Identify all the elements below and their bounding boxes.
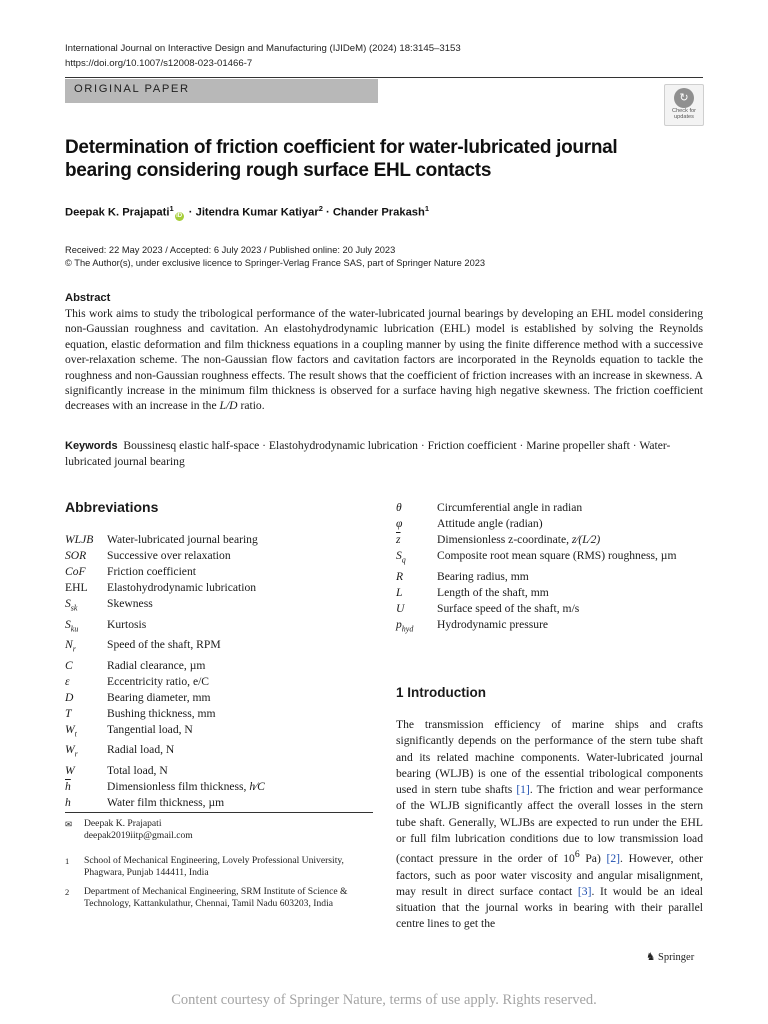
description-text: Total load, N (107, 763, 168, 777)
symbol-subscript: sk (70, 603, 78, 613)
received-accepted-line: Received: 22 May 2023 / Accepted: 6 July 2023 / Published online: 20 July 2023 (65, 245, 396, 255)
abstract-text: This work aims to study the tribological performance of the water-lubricated journal bearings by developing an EHL model considering non-Gaussian roughness and cavitation. An elastohydrodynamic lubrication (EHL) model is established by solving the Reynolds equation, elastic deformation and film thickness equations in a coupling manner by using the finite difference method with a successive over-relaxation scheme. The non-Gaussian flow factors and cavitation factors are incorporated in the Reynolds equation to tackle the roughness and non-Gaussian roughness effects. The result shows that the coefficient of friction increases with an increase in skewness. A significantly increase in the minimum film thickness is observed for a surface having high negative skewness. The friction coefficient decreases with an increase in the (65, 307, 703, 413)
corresponding-author-name: Deepak K. Prajapati (84, 818, 162, 829)
corresponding-author-email[interactable]: deepak2019iitp@gmail.com (84, 830, 193, 842)
abbreviation-description (107, 706, 265, 722)
abbreviation-row (396, 548, 677, 568)
abbreviation-description (107, 763, 265, 779)
description-text: Speed of the shaft, RPM (107, 638, 221, 652)
abbreviations-left-table (65, 532, 265, 811)
description-text: Tangential load, N (107, 722, 193, 736)
citation-link[interactable]: [2] (606, 852, 621, 866)
abbreviation-description (107, 795, 265, 811)
symbol-main: p (396, 617, 402, 631)
abbreviation-symbol (65, 779, 107, 795)
symbol-main: S (396, 549, 402, 563)
description-text: Skewness (107, 597, 153, 611)
abstract-ratio: L/D (219, 399, 238, 413)
description-math: z⁄(L⁄2) (571, 533, 601, 547)
symbol-main: S (65, 617, 71, 631)
envelope-icon: ✉ (65, 819, 73, 829)
abbreviation-row (396, 569, 677, 585)
symbol-main: W (65, 743, 75, 757)
abbreviation-description (107, 674, 265, 690)
abbreviation-row (396, 516, 677, 532)
author-affiliation-mark: 1 (424, 204, 430, 213)
symbol-main: U (396, 601, 405, 615)
footnote-divider (65, 812, 373, 813)
symbol-subscript: r (74, 749, 78, 759)
courtesy-notice: Content courtesy of Springer Nature, terms of use apply. Rights reserved. (171, 992, 597, 1008)
description-text: Surface speed of the shaft, m/s (437, 601, 580, 615)
abbreviation-description (107, 596, 265, 616)
abbreviation-row (65, 674, 265, 690)
abbreviation-symbol (65, 795, 107, 811)
description-math: h⁄C (249, 779, 265, 793)
affiliation-1 (65, 855, 373, 881)
abbreviation-row (396, 601, 677, 617)
abbreviation-description (107, 580, 265, 596)
header-divider (65, 77, 703, 78)
symbol-main: SOR (65, 549, 87, 563)
symbol-main: $\overline{h}$ (65, 779, 71, 793)
abstract-heading: Abstract (65, 292, 111, 304)
description-text: Kurtosis (107, 617, 147, 631)
abbreviation-symbol (396, 601, 437, 617)
description-text: Eccentricity ratio, e/C (107, 674, 210, 688)
abbreviation-description (437, 532, 677, 548)
symbol-subscript: r (72, 644, 76, 654)
symbol-main: EHL (65, 581, 88, 595)
intro-text: . However, other factors, such as poor water viscosity and angular misalignment, may result in direct surface contact (396, 852, 703, 898)
abbreviation-symbol (396, 500, 437, 516)
intro-text: . The friction and wear performance of the WLJB significantly affect the overall losses in the stern tube shaft. Generally, WLJBs are expected to run under the EHL or full film lubrication conditions due to low transmission load (contact pressure in the order of 10 (396, 783, 704, 866)
description-text: Elastohydrodynamic lubrication (107, 581, 257, 595)
description-text: Hydrodynamic pressure (437, 617, 549, 631)
description-text: Radial clearance, µm (107, 658, 206, 672)
description-text: Dimensionless film thickness, (107, 779, 250, 793)
intro-text: Pa) (579, 852, 607, 866)
author-name[interactable]: Deepak K. Prajapati (65, 206, 170, 219)
symbol-main: D (65, 690, 74, 704)
affiliation-2-mark: 2 (65, 887, 70, 897)
abstract-body (65, 306, 703, 414)
symbol-subscript: ku (70, 624, 79, 634)
author-affiliation-mark: 2 (318, 204, 323, 213)
abbreviation-description (437, 548, 677, 568)
abbreviation-symbol (65, 548, 107, 564)
abbreviation-symbol (65, 763, 107, 779)
abbreviation-symbol (65, 706, 107, 722)
abbreviation-description (107, 690, 265, 706)
abbreviation-symbol (65, 596, 107, 616)
symbol-main: N (65, 638, 73, 652)
description-text: Water-lubricated journal bearing (107, 533, 258, 546)
abbreviation-description (437, 617, 677, 637)
abbreviation-row (65, 722, 265, 742)
abbreviations-left (65, 532, 265, 811)
abbreviation-row (396, 617, 677, 637)
abbreviation-description (437, 516, 677, 532)
abbreviations-right-table (396, 500, 677, 637)
journal-citation: International Journal on Interactive Design and Manufacturing (IJIDeM) (2024) 18:3145–3153 (65, 43, 461, 54)
abbreviation-symbol (396, 548, 437, 568)
symbol-main: $\overline{z}$ (396, 533, 401, 547)
abbreviation-symbol (396, 532, 437, 548)
description-text: Composite root mean square (RMS) roughness, µm (437, 549, 677, 563)
abbreviation-row (65, 763, 265, 779)
publisher-name: Springer (658, 952, 695, 963)
abbreviation-description (107, 742, 265, 762)
abbreviations-heading: Abbreviations (65, 499, 159, 515)
abbreviation-row (396, 585, 677, 601)
introduction-body (396, 717, 703, 933)
description-text: Water film thickness, µm (107, 795, 225, 809)
affiliation-1-text: School of Mechanical Engineering, Lovely Professional University, Phagwara, Punjab 144411, India (84, 855, 344, 879)
abbreviation-description (107, 637, 265, 657)
symbol-main: ε (65, 674, 70, 688)
copyright-line: © The Author(s), under exclusive licence to Springer-Verlag France SAS, part of Springer Nature 2023 (65, 258, 486, 268)
symbol-main: θ (396, 501, 402, 514)
doi-link[interactable]: https://doi.org/10.1007/s12008-023-01466-7 (65, 58, 253, 69)
abbreviation-row (65, 580, 265, 596)
keywords (65, 438, 705, 470)
abbreviation-row (65, 617, 265, 637)
abbreviation-row (65, 706, 265, 722)
author-separator: · (185, 206, 196, 219)
symbol-subscript: q (401, 555, 406, 565)
intro-text: The transmission efficiency of marine ships and crafts significantly depends on the performance of the stern tube shaft and its related machine components. Water-lubricated journal bearing (WLJB) is one of the essential tribological components used in stern tube shafts (396, 718, 703, 797)
journal-header (65, 41, 461, 71)
description-text: Bushing thickness, mm (107, 706, 216, 720)
affiliation-1-mark: 1 (65, 856, 70, 866)
abbreviation-row (65, 532, 265, 548)
abbreviation-row (396, 500, 677, 516)
description-text: Attitude angle (radian) (437, 517, 543, 531)
intro-text: . It would be an ideal situation that the journal works in bearing with their parallel centre lines to get the (396, 884, 704, 931)
article-type-banner (65, 79, 378, 103)
springer-horse-icon: ♞ (646, 952, 656, 963)
abbreviation-row (65, 795, 265, 811)
publication-dates (65, 244, 485, 270)
abbreviation-symbol (65, 742, 107, 762)
author-separator: · (322, 206, 333, 219)
citation-link[interactable]: [3] (577, 884, 592, 898)
symbol-main: C (65, 658, 73, 672)
abbreviation-description (107, 617, 265, 637)
abbreviation-row (65, 548, 265, 564)
abbreviation-symbol (396, 569, 437, 585)
author-list (65, 204, 429, 221)
paper-title: Determination of friction coefficient for water-lubricated journal bearing considering rough surface EHL contacts (65, 137, 618, 181)
description-text: Radial load, N (107, 743, 175, 757)
abstract-text-end: ratio. (237, 399, 265, 413)
abbreviation-description (107, 658, 265, 674)
symbol-main: CoF (65, 565, 86, 579)
abbreviation-symbol (65, 564, 107, 580)
orcid-icon[interactable]: iD (176, 212, 183, 219)
symbol-main: R (396, 569, 404, 583)
corresponding-author (65, 818, 373, 844)
abbreviation-description (107, 564, 265, 580)
abbreviation-row (65, 658, 265, 674)
abbreviation-description (107, 779, 265, 795)
symbol-subscript: t (74, 729, 77, 739)
abbreviation-description (107, 548, 265, 564)
description-text: Bearing diameter, mm (107, 690, 211, 704)
abbreviation-row (65, 637, 265, 657)
symbol-main: W (65, 722, 75, 736)
introduction-heading: 1 Introduction (396, 685, 486, 700)
check-for-updates-icon: ↻ (674, 88, 694, 108)
abbreviation-row (396, 532, 677, 548)
citation-link[interactable]: [1] (516, 783, 530, 797)
abbreviation-description (437, 601, 677, 617)
affiliation-2-text: Department of Mechanical Engineering, SRM Institute of Science & Technology, Kattankulathur, Chennai, Tamil Nadu 603203, India (84, 886, 348, 910)
abbreviation-description (437, 500, 677, 516)
abbreviation-row (65, 564, 265, 580)
abbreviation-symbol (65, 617, 107, 637)
symbol-main: L (396, 585, 403, 599)
abbreviation-description (437, 585, 677, 601)
abbreviation-symbol (65, 658, 107, 674)
author-name[interactable]: Jitendra Kumar Katiyar (195, 206, 319, 219)
symbol-main: WLJB (65, 533, 94, 546)
keywords-label: Keywords (65, 440, 118, 452)
description-text: Friction coefficient (107, 565, 196, 579)
affiliation-2 (65, 886, 373, 926)
intro-superscript: 6 (574, 849, 580, 861)
abbreviation-symbol (396, 617, 437, 637)
symbol-main: W (65, 763, 75, 777)
description-text: Successive over relaxation (107, 549, 231, 563)
description-text: Circumferential angle in radian (437, 501, 583, 514)
description-text: Dimensionless z-coordinate, (437, 533, 572, 547)
check-for-updates-badge[interactable] (664, 84, 704, 126)
abbreviation-row (65, 596, 265, 616)
abbreviations-right (396, 500, 677, 637)
abbreviation-symbol (65, 690, 107, 706)
symbol-main: S (65, 597, 71, 611)
author-name[interactable]: Chander Prakash (332, 206, 425, 219)
description-text: Bearing radius, mm (437, 569, 529, 583)
abbreviation-symbol (65, 674, 107, 690)
abbreviation-symbol (396, 585, 437, 601)
article-type-label: ORIGINAL PAPER (74, 83, 190, 95)
symbol-subscript: hyd (401, 624, 414, 634)
author-affiliation-mark: 1 (169, 204, 174, 213)
abbreviation-symbol (65, 637, 107, 657)
abbreviation-symbol (65, 722, 107, 742)
abbreviation-description (107, 722, 265, 742)
symbol-main: T (65, 706, 72, 720)
description-text: Length of the shaft, mm (437, 585, 549, 599)
abbreviation-symbol (65, 580, 107, 596)
abbreviation-row (65, 690, 265, 706)
abbreviation-symbol (396, 516, 437, 532)
abbreviation-row (65, 742, 265, 762)
symbol-main: h (65, 795, 71, 809)
publisher-logo (646, 951, 694, 963)
abbreviation-symbol (65, 532, 107, 548)
check-badge-line1: Check for (672, 108, 696, 114)
abbreviation-description (437, 569, 677, 585)
symbol-main: φ (396, 517, 403, 531)
keywords-text: Boussinesq elastic half-space · Elastohydrodynamic lubrication · Friction coefficient · Marine propeller shaft · Water-lubricated journal bearing (65, 439, 671, 468)
check-badge-line2: updates (674, 114, 694, 121)
abbreviation-description (107, 532, 265, 548)
abbreviation-row (65, 779, 265, 795)
